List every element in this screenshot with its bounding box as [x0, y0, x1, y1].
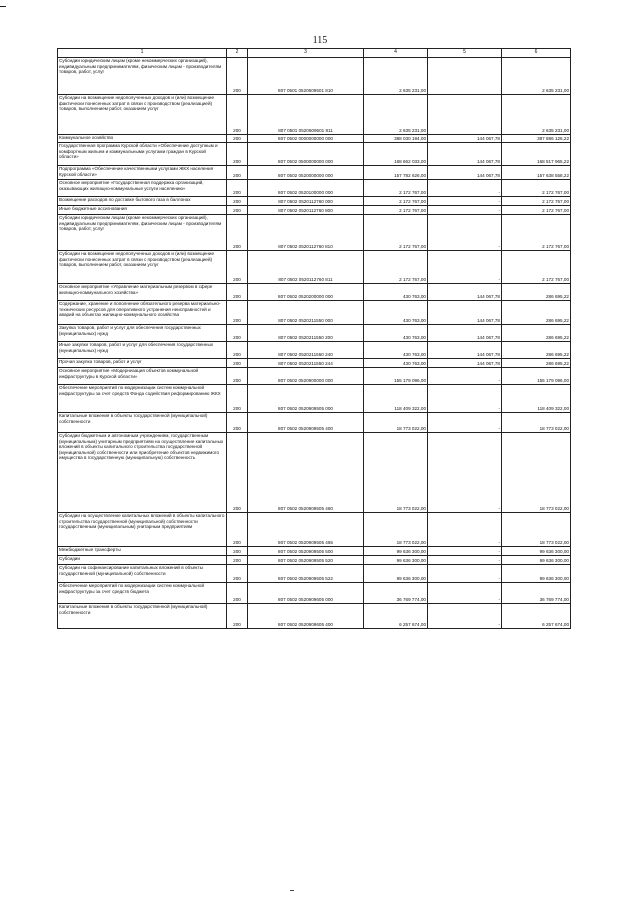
row-executed-amount: -	[428, 433, 502, 513]
row-line-code: 200	[227, 547, 248, 556]
row-unexecuted-amount: 18 773 022,00	[502, 433, 571, 513]
row-budget-code: 807 0502 0520909505 465	[248, 513, 364, 547]
row-description: Субсидии на осуществление капитальных вложений в объекты капитального строительства государственной (муниципальной) собственности государственным (муниципальным) унитарным предприятиям	[58, 513, 227, 547]
row-unexecuted-amount: 168 517 965,22	[502, 143, 571, 166]
row-line-code: 200	[227, 433, 248, 513]
row-executed-amount: -	[428, 251, 502, 284]
table-row	[58, 251, 571, 284]
row-budget-code: 807 0502 0520112760 810	[248, 215, 364, 251]
row-unexecuted-amount: 2 172 767,00	[502, 215, 571, 251]
row-description: Межбюджетные трансферты	[58, 547, 227, 556]
row-approved-amount: 118 409 322,00	[364, 385, 428, 413]
row-approved-amount: 99 636 300,00	[364, 547, 428, 556]
row-approved-amount: 99 636 300,00	[364, 565, 428, 583]
row-approved-amount: 2 172 767,00	[364, 251, 428, 284]
row-executed-amount: -	[428, 215, 502, 251]
row-unexecuted-amount: 99 636 300,00	[502, 556, 571, 565]
row-line-code: 200	[227, 301, 248, 325]
table-row	[58, 583, 571, 604]
row-approved-amount: 18 773 022,00	[364, 433, 428, 513]
row-unexecuted-amount: 286 695,22	[502, 284, 571, 301]
row-approved-amount: 430 763,00	[364, 342, 428, 359]
table-row	[58, 180, 571, 197]
row-line-code: 200	[227, 565, 248, 583]
row-executed-amount: -	[428, 206, 502, 215]
row-budget-code: 807 0502 0520909505 460	[248, 433, 364, 513]
row-approved-amount: 2 172 767,00	[364, 206, 428, 215]
row-budget-code: 807 0502 0520909505 000	[248, 385, 364, 413]
row-executed-amount: -	[428, 556, 502, 565]
table-row	[58, 206, 571, 215]
row-budget-code: 807 0502 0520000000 000	[248, 166, 364, 180]
row-budget-code: 807 0502 0520909605 400	[248, 604, 364, 629]
row-description: Подпрограмма «Обеспечение качественными услугами ЖКХ населения Курской области»	[58, 166, 227, 180]
row-approved-amount: 36 769 774,00	[364, 583, 428, 604]
row-line-code: 200	[227, 556, 248, 565]
table-row	[58, 385, 571, 413]
row-approved-amount: 430 763,00	[364, 359, 428, 368]
row-line-code: 200	[227, 135, 248, 143]
header-cell: 3	[248, 49, 364, 58]
row-executed-amount: -	[428, 413, 502, 433]
row-unexecuted-amount: 18 773 022,00	[502, 413, 571, 433]
row-description: Прочая закупка товаров, работ и услуг	[58, 359, 227, 368]
row-unexecuted-amount: 286 695,22	[502, 359, 571, 368]
row-approved-amount: 155 179 096,00	[364, 368, 428, 385]
table-row	[58, 135, 571, 143]
row-approved-amount: 430 763,00	[364, 284, 428, 301]
row-unexecuted-amount: 99 636 300,00	[502, 547, 571, 556]
row-executed-amount: 144 067,78	[428, 301, 502, 325]
row-budget-code: 807 0502 0520211550 244	[248, 359, 364, 368]
row-executed-amount: 144 067,78	[428, 359, 502, 368]
row-line-code: 200	[227, 215, 248, 251]
header-cell: 4	[364, 49, 428, 58]
header-cell: 6	[502, 49, 571, 58]
row-unexecuted-amount: 2 172 767,00	[502, 206, 571, 215]
table-row	[58, 166, 571, 180]
row-description: Обеспечение мероприятий по модернизации систем коммунальной инфраструктуры за счет средств Фонда содействия реформированию ЖКХ	[58, 385, 227, 413]
row-unexecuted-amount: 286 695,22	[502, 301, 571, 325]
table-row	[58, 58, 571, 95]
header-cell: 5	[428, 49, 502, 58]
table-row	[58, 359, 571, 368]
row-approved-amount: 430 763,00	[364, 325, 428, 342]
row-executed-amount: 144 067,78	[428, 342, 502, 359]
row-budget-code: 807 0502 0520909505 522	[248, 565, 364, 583]
row-approved-amount: 2 635 231,00	[364, 58, 428, 95]
row-budget-code: 807 0502 0520211550 000	[248, 301, 364, 325]
row-unexecuted-amount: 36 769 774,00	[502, 583, 571, 604]
row-unexecuted-amount: 2 635 231,00	[502, 58, 571, 95]
row-line-code: 200	[227, 359, 248, 368]
row-approved-amount: 2 635 231,00	[364, 95, 428, 135]
row-executed-amount: -	[428, 583, 502, 604]
row-executed-amount: -	[428, 547, 502, 556]
row-unexecuted-amount: 99 636 300,00	[502, 565, 571, 583]
row-line-code: 200	[227, 180, 248, 197]
row-approved-amount: 18 773 022,00	[364, 513, 428, 547]
row-description: Субсидии	[58, 556, 227, 565]
row-unexecuted-amount: 2 172 767,00	[502, 197, 571, 206]
row-budget-code: 807 0502 0520211550 240	[248, 342, 364, 359]
row-description: Основное мероприятие «Управление материальным резервом в сфере жилищно-коммунального хозяйства»	[58, 284, 227, 301]
row-description: Субсидии на возмещение недополученных доходов и (или) возмещение фактически понесенных затрат в связи с производством (реализацией) товаров, выполнением работ, оказанием услуг	[58, 251, 227, 284]
row-budget-code: 807 0502 0520909505 400	[248, 413, 364, 433]
table-row	[58, 325, 571, 342]
row-budget-code: 807 0502 0000000000 000	[248, 135, 364, 143]
header-cell: 1	[58, 49, 227, 58]
row-approved-amount: 157 782 626,00	[364, 166, 428, 180]
row-line-code: 200	[227, 368, 248, 385]
row-description: Субсидии бюджетным и автономным учреждениям, государственным (муниципальным) унитарным предприятиям на осуществление капитальных вложений в объекты капитального строительства государственной (муниципальной) собственности или приобретение объектов недвижимого имущества в государственную (муниципальную) собственность	[58, 433, 227, 513]
row-description: Обеспечение мероприятий по модернизации систем коммунальной инфраструктуры за счет средств бюджета	[58, 583, 227, 604]
margin-tick-mark	[0, 6, 6, 7]
page-number: 115	[312, 35, 328, 46]
row-budget-code: 807 0502 0520909505 520	[248, 556, 364, 565]
row-budget-code: 807 0502 0520909505 500	[248, 547, 364, 556]
row-line-code: 200	[227, 604, 248, 629]
row-unexecuted-amount: 155 179 096,00	[502, 368, 571, 385]
row-unexecuted-amount: 2 635 231,00	[502, 95, 571, 135]
row-budget-code: 807 0502 0520909605 000	[248, 583, 364, 604]
row-description: Содержание, хранение и пополнение обязательного резерва материально-технических ресурсов для оперативного устранения неисправностей и аварий на объектах жилищно-коммунального хозяйства	[58, 301, 227, 325]
table-row	[58, 513, 571, 547]
row-budget-code: 807 0502 0520211550 200	[248, 325, 364, 342]
row-unexecuted-amount: 286 695,22	[502, 342, 571, 359]
row-approved-amount: 99 636 300,00	[364, 556, 428, 565]
table-row	[58, 604, 571, 629]
row-executed-amount: 144 067,78	[428, 135, 502, 143]
budget-execution-table	[57, 48, 571, 629]
row-line-code: 200	[227, 513, 248, 547]
footer-mark	[290, 890, 294, 891]
row-approved-amount: 430 763,00	[364, 301, 428, 325]
table-row	[58, 547, 571, 556]
row-line-code: 200	[227, 95, 248, 135]
table-row	[58, 342, 571, 359]
table-row	[58, 301, 571, 325]
row-approved-amount: 2 172 767,00	[364, 197, 428, 206]
row-line-code: 200	[227, 385, 248, 413]
row-approved-amount: 2 172 767,00	[364, 180, 428, 197]
row-executed-amount: 144 067,78	[428, 143, 502, 166]
row-budget-code: 807 0502 0520112760 800	[248, 206, 364, 215]
table-header-row	[58, 49, 571, 58]
row-description: Возмещение расходов по доставке бытового газа в баллонах	[58, 197, 227, 206]
row-description: Коммунальное хозяйство	[58, 135, 227, 143]
row-line-code: 200	[227, 251, 248, 284]
row-unexecuted-amount: 18 773 022,00	[502, 513, 571, 547]
row-executed-amount: 144 067,78	[428, 325, 502, 342]
table-row	[58, 433, 571, 513]
table-row	[58, 284, 571, 301]
row-line-code: 200	[227, 143, 248, 166]
row-unexecuted-amount: 2 172 767,00	[502, 180, 571, 197]
row-unexecuted-amount: 387 886 126,22	[502, 135, 571, 143]
row-executed-amount	[428, 95, 502, 135]
table-row	[58, 197, 571, 206]
table-row	[58, 215, 571, 251]
row-executed-amount: 144 067,78	[428, 284, 502, 301]
row-description: Иные бюджетные ассигнования	[58, 206, 227, 215]
row-unexecuted-amount: 286 695,22	[502, 325, 571, 342]
row-description: Субсидии юридическим лицам (кроме некоммерческих организаций), индивидуальным предпринимателям, физическим лицам - производителям товаров, работ, услуг	[58, 215, 227, 251]
row-description: Основное мероприятие «Модернизация объектов коммунальной инфраструктуры в Курской области»	[58, 368, 227, 385]
row-budget-code: 807 0502 0520112760 811	[248, 251, 364, 284]
row-executed-amount: -	[428, 565, 502, 583]
row-approved-amount: 6 257 674,00	[364, 604, 428, 629]
row-line-code: 200	[227, 325, 248, 342]
table-row	[58, 368, 571, 385]
table-row	[58, 143, 571, 166]
row-executed-amount: -	[428, 604, 502, 629]
row-line-code: 200	[227, 58, 248, 95]
row-description: Субсидии на софинансирование капитальных вложений в объекты государственной (муниципальной) собственности	[58, 565, 227, 583]
row-line-code: 200	[227, 413, 248, 433]
table-row	[58, 565, 571, 583]
row-description: Капитальные вложения в объекты государственной (муниципальной) собственности	[58, 413, 227, 433]
row-budget-code: 807 0502 0520900000 000	[248, 368, 364, 385]
row-line-code: 200	[227, 206, 248, 215]
row-approved-amount: 18 773 022,00	[364, 413, 428, 433]
row-description: Субсидии юридическим лицам (кроме некоммерческих организаций), индивидуальным предпринимателям, физическим лицам - производителям товаров, работ, услуг	[58, 58, 227, 95]
row-description: Основное мероприятие «Государственная поддержка организаций, оказывающих жилищно-коммунальные услуги населению»	[58, 180, 227, 197]
row-budget-code: 807 0501 0520609501 811	[248, 95, 364, 135]
row-line-code: 200	[227, 284, 248, 301]
row-unexecuted-amount: 6 257 674,00	[502, 604, 571, 629]
row-description: Капитальные вложения в объекты государственной (муниципальной) собственности	[58, 604, 227, 629]
row-executed-amount: -	[428, 513, 502, 547]
row-approved-amount: 2 172 767,00	[364, 215, 428, 251]
row-approved-amount: 168 662 033,00	[364, 143, 428, 166]
row-budget-code: 807 0502 0500000000 000	[248, 143, 364, 166]
row-line-code: 200	[227, 197, 248, 206]
row-unexecuted-amount: 118 409 322,00	[502, 385, 571, 413]
row-line-code: 200	[227, 583, 248, 604]
row-executed-amount: 144 067,78	[428, 166, 502, 180]
row-executed-amount	[428, 58, 502, 95]
row-line-code: 200	[227, 342, 248, 359]
row-budget-code: 807 0502 0520100000 000	[248, 180, 364, 197]
row-description: Государственная программа Курской области «Обеспечение доступным и комфортным жильем и коммунальными услугами граждан в Курской области»	[58, 143, 227, 166]
header-cell: 2	[227, 49, 248, 58]
row-unexecuted-amount: 157 638 558,22	[502, 166, 571, 180]
table-row	[58, 556, 571, 565]
row-line-code: 200	[227, 166, 248, 180]
table-row	[58, 413, 571, 433]
row-description: Закупка товаров, работ и услуг для обеспечения государственных (муниципальных) нужд	[58, 325, 227, 342]
row-executed-amount: -	[428, 368, 502, 385]
row-budget-code: 807 0502 0520200000 000	[248, 284, 364, 301]
row-approved-amount: 388 030 194,00	[364, 135, 428, 143]
row-description: Иные закупки товаров, работ и услуг для обеспечения государственных (муниципальных) нужд	[58, 342, 227, 359]
row-budget-code: 807 0502 0520112760 000	[248, 197, 364, 206]
row-executed-amount: -	[428, 180, 502, 197]
row-budget-code: 807 0501 0520609501 810	[248, 58, 364, 95]
row-executed-amount: -	[428, 197, 502, 206]
row-executed-amount: -	[428, 385, 502, 413]
table-row	[58, 95, 571, 135]
row-description: Субсидии на возмещение недополученных доходов и (или) возмещение фактически понесенных затрат в связи с производством (реализацией) товаров, выполнением работ, оказанием услуг	[58, 95, 227, 135]
row-unexecuted-amount: 2 172 767,00	[502, 251, 571, 284]
